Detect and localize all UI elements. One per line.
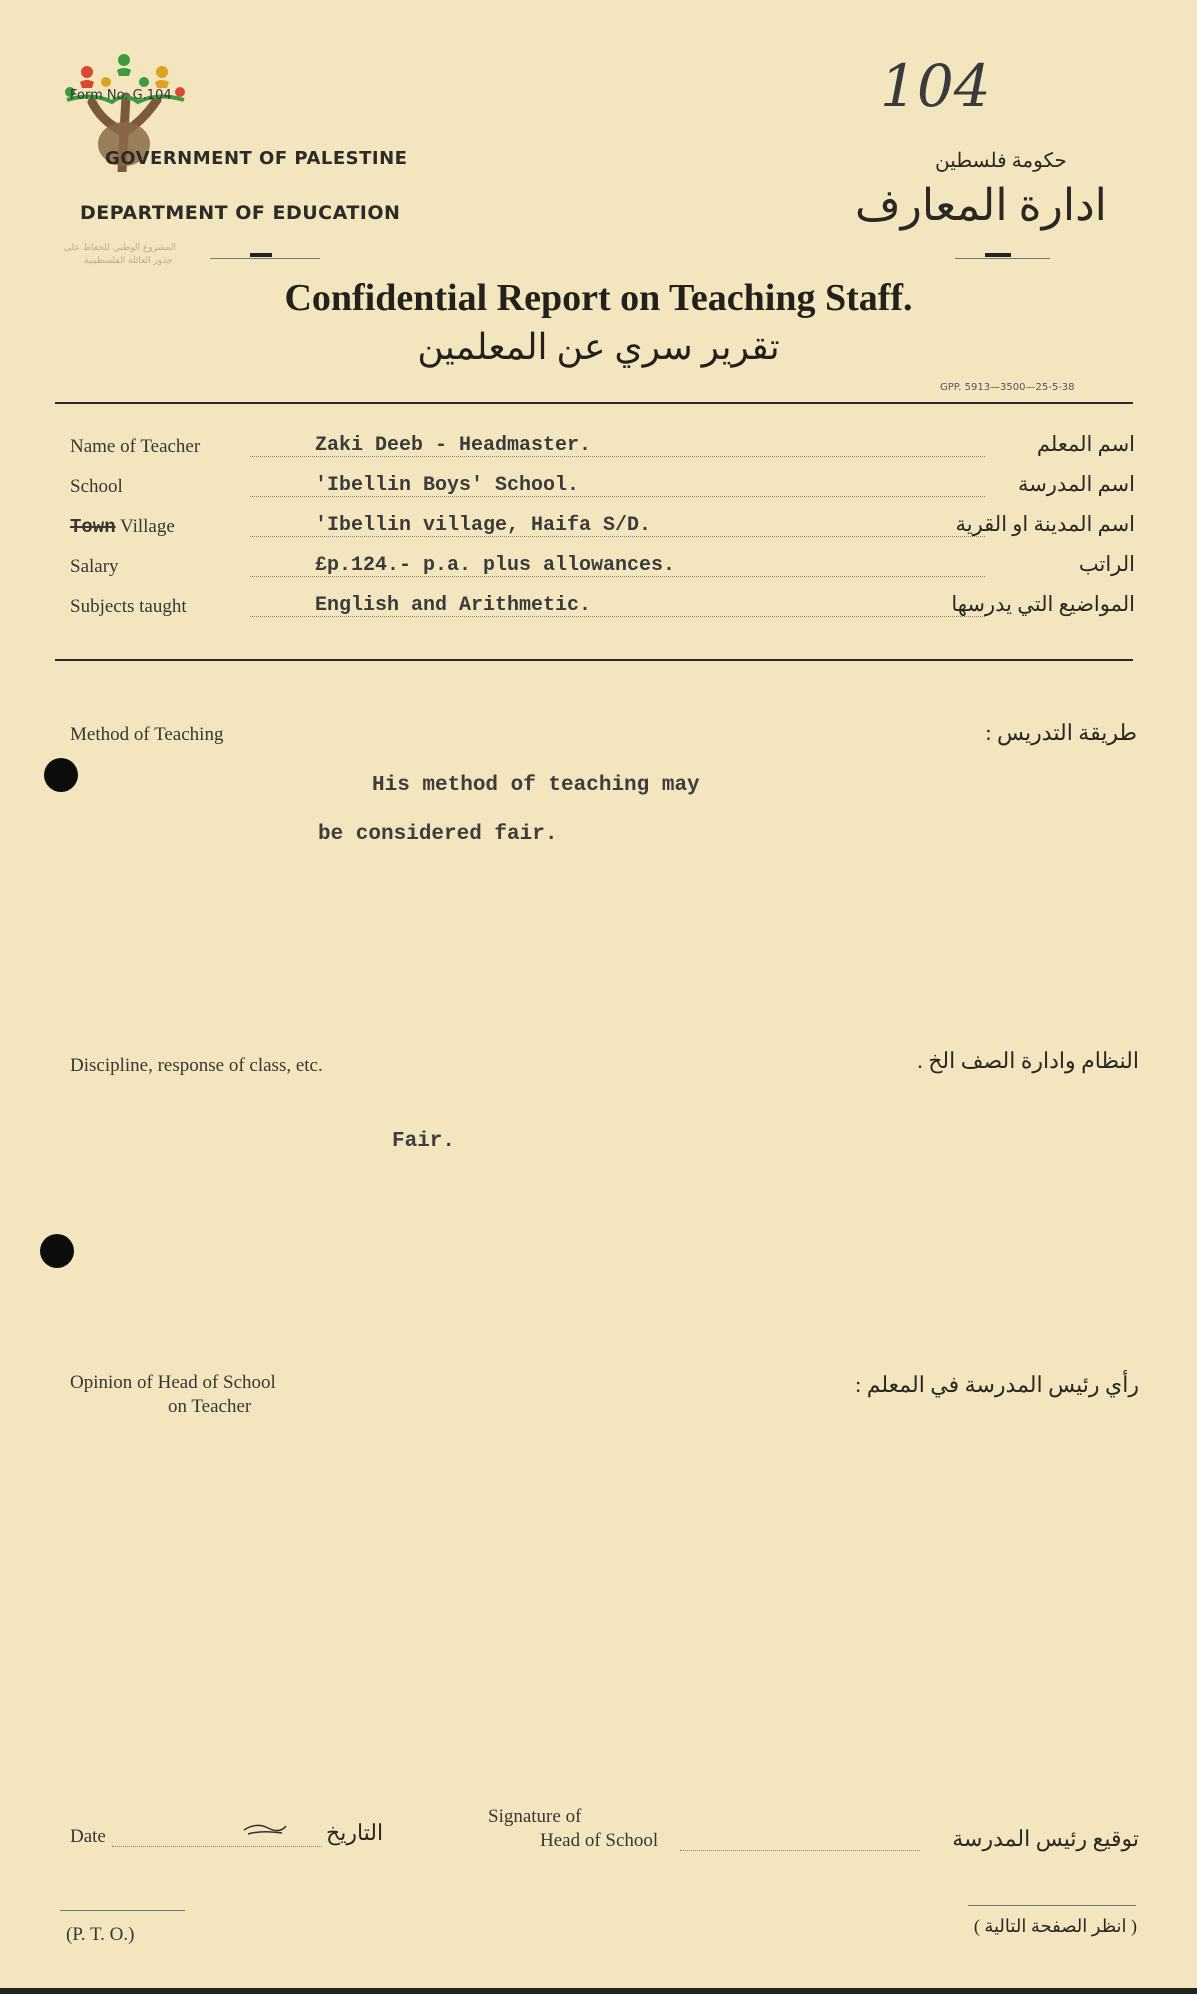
field-label-en: School bbox=[70, 476, 123, 497]
method-label-en: Method of Teaching bbox=[70, 724, 224, 745]
pto-ar: ( انظر الصفحة التالية ) bbox=[973, 1916, 1137, 1936]
opinion-label-ar: رأي رئيس المدرسة في المعلم : bbox=[855, 1372, 1139, 1397]
field-label-en-rest: Village bbox=[115, 516, 175, 537]
bottom-edge-bar bbox=[0, 1988, 1197, 1994]
punch-hole-lower bbox=[40, 1234, 74, 1268]
discipline-label-ar: النظام وادارة الصف الخ . bbox=[917, 1048, 1139, 1073]
punch-hole-upper bbox=[44, 758, 78, 792]
date-label-en: Date bbox=[70, 1826, 106, 1847]
report-title-ar: تقرير سري عن المعلمين bbox=[417, 327, 780, 367]
field-row-village bbox=[60, 508, 1135, 548]
form-number: Form No. G.104 bbox=[70, 88, 172, 103]
field-value: English and Arithmetic. bbox=[315, 594, 592, 617]
discipline-value: Fair. bbox=[392, 1130, 456, 1153]
bottom-rule-right bbox=[968, 1905, 1136, 1906]
fields-bottom-rule bbox=[55, 659, 1133, 661]
method-text-line-1: His method of teaching may bbox=[372, 774, 700, 797]
header-dash-left bbox=[250, 253, 272, 257]
field-label-ar: المواضيع التي يدرسها bbox=[951, 592, 1135, 616]
signature-dotted-line bbox=[680, 1850, 920, 1851]
method-text-line-2: be considered fair. bbox=[318, 823, 558, 846]
discipline-label-en: Discipline, response of class, etc. bbox=[70, 1055, 323, 1076]
report-title-en: Confidential Report on Teaching Staff. bbox=[284, 277, 913, 319]
pen-scribble-icon bbox=[242, 1818, 288, 1840]
field-value: Zaki Deeb - Headmaster. bbox=[315, 434, 592, 457]
field-label-en: Salary bbox=[70, 556, 119, 577]
method-label-ar: طريقة التدريس : bbox=[985, 720, 1137, 745]
field-label-ar: اسم المعلم bbox=[1036, 432, 1135, 456]
field-label-ar: اسم المدينة او القرية bbox=[955, 512, 1135, 536]
struck-word: Town bbox=[70, 516, 116, 538]
department-heading-ar: ادارة المعارف bbox=[855, 181, 1107, 230]
opinion-label-en-2: on Teacher bbox=[168, 1396, 252, 1417]
field-label-en bbox=[70, 516, 175, 538]
bottom-rule-left bbox=[60, 1910, 185, 1911]
opinion-label-en-1: Opinion of Head of School bbox=[70, 1372, 276, 1393]
government-heading-ar: حكومة فلسطين bbox=[935, 150, 1067, 172]
print-code: GPP. 5913—3500—25-5-38 bbox=[940, 382, 1075, 393]
field-label-en: Name of Teacher bbox=[70, 436, 201, 457]
date-dotted-line bbox=[112, 1846, 322, 1847]
header-dash-right bbox=[985, 253, 1011, 257]
signature-label-ar: توقيع رئيس المدرسة bbox=[952, 1826, 1139, 1851]
signature-label-2: Head of School bbox=[540, 1830, 659, 1851]
field-row-subjects bbox=[60, 588, 1135, 628]
handwritten-page-number: 104 bbox=[880, 52, 991, 120]
field-value: 'Ibellin Boys' School. bbox=[315, 474, 580, 497]
date-label-ar: التاريخ bbox=[326, 1820, 384, 1845]
government-heading-en: GOVERNMENT OF PALESTINE bbox=[105, 148, 408, 169]
field-row-salary bbox=[60, 548, 1135, 588]
department-heading-en: DEPARTMENT OF EDUCATION bbox=[80, 202, 401, 224]
signature-label-1: Signature of bbox=[488, 1806, 582, 1827]
fields-top-rule bbox=[55, 402, 1133, 404]
watermark-line-1: المشروع الوطني للحفاظ على bbox=[64, 243, 177, 253]
pto-en: (P. T. O.) bbox=[66, 1924, 135, 1945]
field-value: £p.124.- p.a. plus allowances. bbox=[315, 554, 676, 577]
header-rule-left bbox=[210, 258, 320, 259]
field-row-school bbox=[60, 468, 1135, 508]
field-value: 'Ibellin village, Haifa S/D. bbox=[315, 514, 652, 537]
field-row-teacher bbox=[60, 428, 1135, 468]
field-label-ar: اسم المدرسة bbox=[1017, 472, 1135, 496]
field-label-ar: الراتب bbox=[1078, 552, 1135, 576]
header-rule-right bbox=[955, 258, 1050, 259]
field-label-en: Subjects taught bbox=[70, 596, 187, 617]
watermark-line-2: جذور العائلة الفلسطينية bbox=[84, 256, 173, 266]
